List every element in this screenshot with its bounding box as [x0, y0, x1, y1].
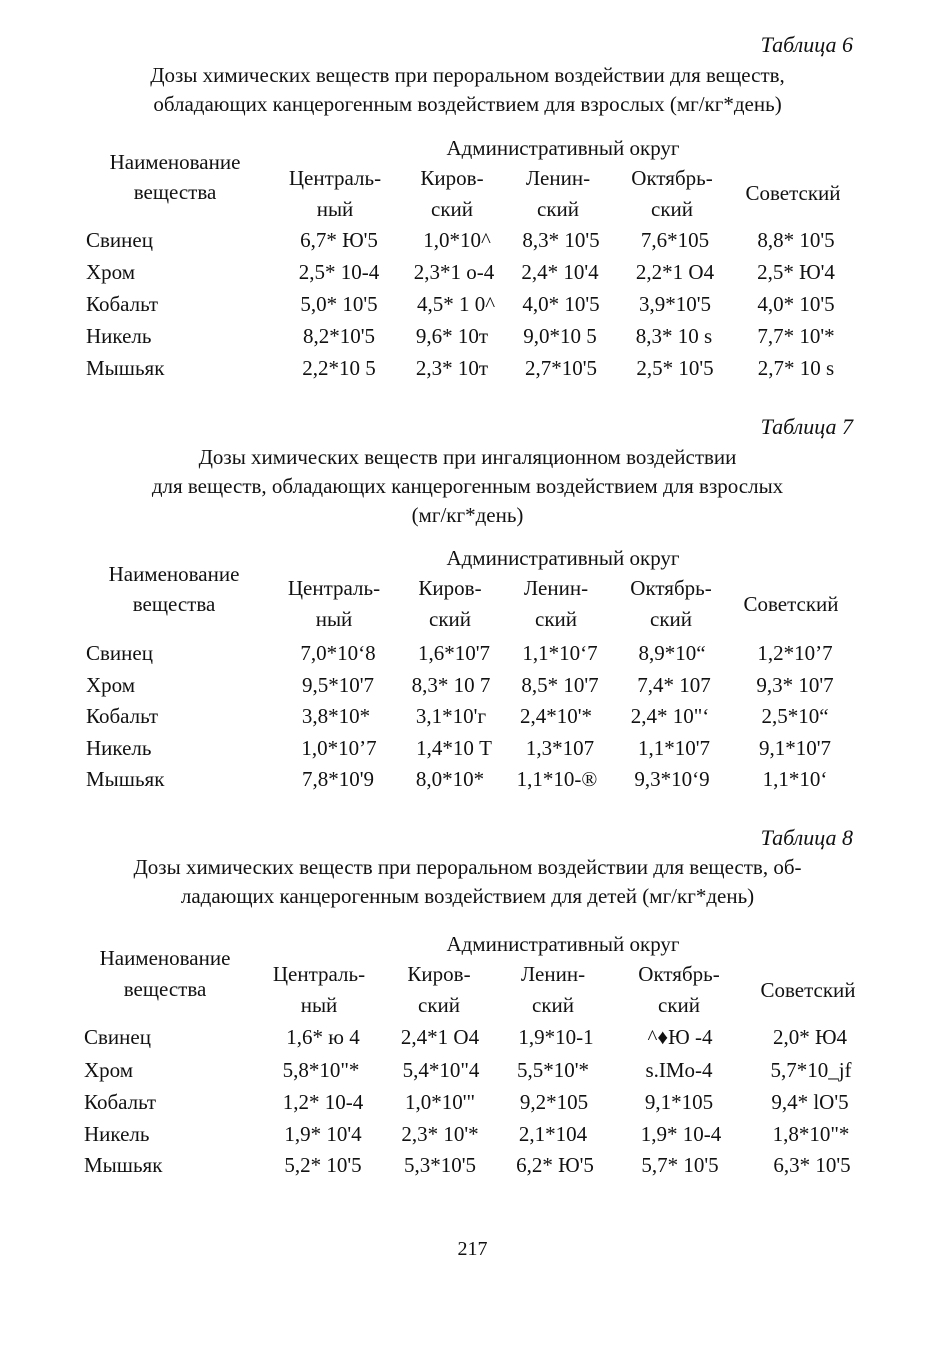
col-header-kirovsky: ский — [429, 607, 471, 631]
cell: 4,0* 10'5 — [757, 292, 835, 316]
cell: 1,1*10'7 — [637, 736, 711, 760]
cell: 9,6* 10т — [415, 324, 489, 348]
table-8-title — [60, 853, 875, 911]
col-header-kirovsky: Киров- — [420, 166, 484, 190]
col-header-central: ный — [316, 197, 354, 221]
row-name: Мышьяк — [86, 356, 165, 380]
header-admin-district: Административный округ — [446, 136, 680, 160]
cell: 2,7*10'5 — [524, 356, 598, 380]
row-name: Никель — [86, 736, 152, 760]
cell: 8,5* 10'7 — [521, 673, 599, 697]
title-line: обладающих канцерогенным воздействием для взрослых (мг/кг*день) — [153, 92, 782, 116]
col-header-oktyabrsky: ский — [650, 607, 692, 631]
cell: 2,3*1 о-4 — [413, 260, 495, 284]
cell: 8,3* 10'5 — [522, 228, 600, 252]
cell: 1,0*10^ — [423, 228, 491, 252]
col-header-leninsky: ский — [537, 197, 579, 221]
cell: 6,7* Ю'5 — [300, 228, 378, 252]
table-6-title — [60, 61, 875, 119]
col-header-kirovsky: Киров- — [407, 962, 471, 986]
cell: 2,4*10'* — [519, 704, 593, 728]
cell: 7,4* 107 — [637, 673, 711, 697]
title-line: ладающих канцерогенным воздействием для детей (мг/кг*день) — [180, 884, 755, 908]
cell: 8,8* 10'5 — [757, 228, 835, 252]
cell: 2,5* Ю'4 — [757, 260, 835, 284]
cell: 6,3* 10'5 — [773, 1153, 851, 1177]
row-name: Кобальт — [86, 292, 159, 316]
col-header-sovetsky: Советский — [743, 592, 839, 616]
col-header-central: Централь- — [288, 166, 382, 190]
cell: 2,0* Ю4 — [772, 1025, 848, 1049]
header-admin-district: Административный округ — [446, 546, 680, 570]
table-7-title — [60, 443, 875, 530]
cell: 1,2*10’7 — [757, 641, 833, 665]
cell: 1,1*10-® — [516, 767, 598, 791]
col-header-central: Централь- — [272, 962, 366, 986]
cell: 2,4* 10'4 — [521, 260, 599, 284]
col-header-oktyabrsky: Октябрь- — [631, 166, 713, 190]
cell: 1,8*10"* — [772, 1122, 850, 1146]
row-name: Хром — [84, 1058, 134, 1082]
cell: 8,3* 10 7 — [411, 673, 491, 697]
col-header-leninsky: Ленин- — [525, 166, 591, 190]
cell: 8,9*10“ — [638, 641, 706, 665]
cell: 9,1*105 — [644, 1090, 714, 1114]
cell: 2,5*10“ — [761, 704, 829, 728]
row-name: Хром — [86, 673, 136, 697]
header-substance: вещества — [133, 180, 217, 204]
header-substance: вещества — [132, 592, 216, 616]
col-header-sovetsky: Советский — [745, 181, 841, 205]
cell: 2,1*104 — [518, 1122, 588, 1146]
cell: ^♦Ю -4 — [647, 1025, 713, 1049]
cell: 7,6*105 — [640, 228, 710, 252]
cell: 1,6* ю 4 — [286, 1025, 360, 1049]
col-header-central: Централь- — [287, 576, 381, 600]
cell: 6,2* Ю'5 — [516, 1153, 594, 1177]
row-name: Хром — [86, 260, 136, 284]
col-header-leninsky: ский — [532, 993, 574, 1017]
cell: 5,3*10'5 — [403, 1153, 477, 1177]
cell: 1,9* 10'4 — [284, 1122, 362, 1146]
title-line: Дозы химических веществ при ингаляционном воздействии — [198, 445, 737, 469]
header-substance: Наименование — [108, 562, 240, 586]
cell: 5,0* 10'5 — [300, 292, 378, 316]
col-header-central: ный — [300, 993, 338, 1017]
cell: 2,5* 10'5 — [636, 356, 714, 380]
cell: 2,2*10 5 — [302, 356, 376, 380]
cell: 2,2*1 О4 — [635, 260, 715, 284]
row-name: Свинец — [86, 641, 153, 665]
page-number: 217 — [457, 1238, 488, 1260]
cell: 5,4*10"4 — [402, 1058, 480, 1082]
cell: 5,8*10"* — [282, 1058, 360, 1082]
table-6-label: Таблица 6 — [760, 32, 853, 57]
col-header-central: ный — [315, 607, 353, 631]
cell: 1,1*10‘ — [762, 767, 828, 791]
cell: 1,6*10'7 — [417, 641, 491, 665]
cell: 5,7* 10'5 — [641, 1153, 719, 1177]
row-name: Свинец — [84, 1025, 151, 1049]
table-7-label: Таблица 7 — [760, 414, 853, 439]
header-admin-district: Административный округ — [446, 932, 680, 956]
cell: 5,2* 10'5 — [284, 1153, 362, 1177]
cell: 9,2*105 — [519, 1090, 589, 1114]
cell: 9,3*10‘9 — [634, 767, 710, 791]
cell: 2,4* 10"‘ — [630, 704, 710, 728]
header-substance: Наименование — [109, 150, 241, 174]
col-header-leninsky: Ленин- — [523, 576, 589, 600]
col-header-oktyabrsky: Октябрь- — [638, 962, 720, 986]
cell: 8,3* 10 s — [635, 324, 713, 348]
cell: 1,4*10 Т — [416, 736, 492, 760]
cell: 8,0*10* — [415, 767, 485, 791]
cell: 1,9*10-1 — [518, 1025, 594, 1049]
table-8-label: Таблица 8 — [760, 825, 853, 850]
cell: 7,8*10'9 — [301, 767, 375, 791]
col-header-oktyabrsky: ский — [658, 993, 700, 1017]
cell: 1,3*107 — [525, 736, 595, 760]
row-name: Свинец — [86, 228, 153, 252]
col-header-leninsky: ский — [535, 607, 577, 631]
cell: 1,2* 10-4 — [282, 1090, 364, 1114]
row-name: Никель — [86, 324, 152, 348]
cell: 1,9* 10-4 — [640, 1122, 722, 1146]
cell: 9,0*10 5 — [523, 324, 597, 348]
cell: 9,4* lO'5 — [771, 1090, 849, 1114]
col-header-kirovsky: Киров- — [418, 576, 482, 600]
cell: 4,0* 10'5 — [522, 292, 600, 316]
row-name: Мышьяк — [86, 767, 165, 791]
cell: 2,3* 10т — [415, 356, 489, 380]
cell: 3,1*10'г — [415, 704, 487, 728]
col-header-oktyabrsky: ский — [651, 197, 693, 221]
cell: 7,0*10‘8 — [300, 641, 376, 665]
cell: 8,2*10'5 — [302, 324, 376, 348]
header-substance: Наименование — [99, 946, 231, 970]
cell: 2,4*1 О4 — [400, 1025, 480, 1049]
title-line: Дозы химических веществ при пероральном воздействии для веществ, об- — [133, 855, 802, 879]
cell: 2,7* 10 s — [757, 356, 835, 380]
cell: 1,1*10‘7 — [522, 641, 598, 665]
cell: 9,5*10'7 — [301, 673, 375, 697]
row-name: Кобальт — [86, 704, 159, 728]
title-line: Дозы химических веществ при пероральном воздействии для веществ, — [150, 63, 785, 87]
cell: 1,0*10'" — [404, 1090, 476, 1114]
cell: 5,5*10'* — [516, 1058, 590, 1082]
cell: 5,7*10_jf — [770, 1058, 852, 1082]
cell: 1,0*10’7 — [301, 736, 377, 760]
cell: 9,3* 10'7 — [756, 673, 834, 697]
title-line: для веществ, обладающих канцерогенным воздействием для взрослых — [151, 474, 784, 498]
header-substance: вещества — [123, 977, 207, 1001]
row-name: Мышьяк — [84, 1153, 163, 1177]
cell: 2,3* 10'* — [401, 1122, 479, 1146]
cell: 4,5* 1 0^ — [416, 292, 496, 316]
row-name: Кобальт — [84, 1090, 157, 1114]
col-header-oktyabrsky: Октябрь- — [630, 576, 712, 600]
col-header-kirovsky: ский — [418, 993, 460, 1017]
col-header-kirovsky: ский — [431, 197, 473, 221]
cell: 3,9*10'5 — [638, 292, 712, 316]
cell: 7,7* 10'* — [757, 324, 835, 348]
row-name: Никель — [84, 1122, 150, 1146]
cell: 9,1*10'7 — [758, 736, 832, 760]
title-line: (мг/кг*день) — [411, 503, 524, 527]
col-header-sovetsky: Советский — [760, 978, 856, 1002]
cell: s.IMо-4 — [645, 1058, 713, 1082]
cell: 2,5* 10-4 — [298, 260, 380, 284]
col-header-leninsky: Ленин- — [520, 962, 586, 986]
cell: 3,8*10* — [301, 704, 371, 728]
